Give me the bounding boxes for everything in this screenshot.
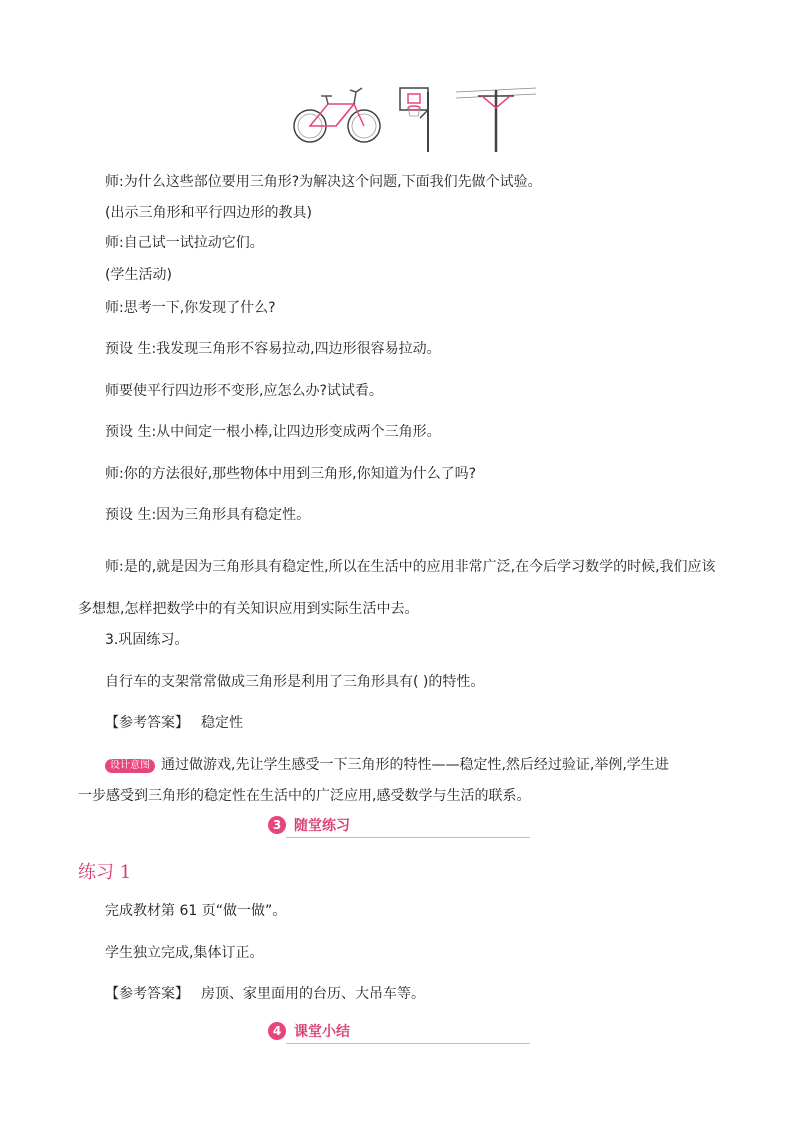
bicycle-icon: [294, 88, 380, 142]
answer-text: 稳定性: [201, 715, 243, 731]
section-underline: [286, 1043, 530, 1044]
design-intent-line-1: [105, 755, 669, 775]
exercise-question: 自行车的支架常常做成三角形是利用了三角形具有( )的特性。: [105, 674, 485, 690]
section-heading-summary: [268, 1020, 530, 1044]
teacher-question-3: 师:思考一下,你发现了什么?: [105, 300, 276, 316]
answer-text: 房顶、家里面用的台历、大吊车等。: [201, 986, 425, 1002]
teacher-question-4: 师要使平行四边形不变形,应怎么办?试试看。: [105, 383, 383, 399]
preset-answer-3: 预设 生:因为三角形具有稳定性。: [105, 507, 311, 523]
preset-answer-2: 预设 生:从中间定一根小棒,让四边形变成两个三角形。: [105, 424, 441, 440]
practice-answer: [105, 984, 425, 1004]
teacher-question-2: 师:自己试一试拉动它们。: [105, 235, 264, 251]
answer-1: [105, 713, 243, 733]
design-intent-line-2: 一步感受到三角形的稳定性在生活中的广泛应用,感受数学与生活的联系。: [78, 788, 531, 804]
section-number: 4: [268, 1022, 286, 1040]
section-title: 课堂小结: [294, 1024, 350, 1040]
answer-tag: 【参考答案】: [105, 715, 189, 731]
answer-tag: 【参考答案】: [105, 986, 189, 1002]
illustration-row: [288, 78, 538, 153]
practice-title: 练习 1: [78, 862, 132, 883]
practice-line-2: 学生独立完成,集体订正。: [105, 945, 264, 961]
note-student-activity: (学生活动): [105, 267, 172, 283]
practice-line-1: 完成教材第 61 页“做一做”。: [105, 903, 287, 919]
step-3-consolidation: 3.巩固练习。: [105, 632, 189, 648]
teacher-question-5: 师:你的方法很好,那些物体中用到三角形,你知道为什么了吗?: [105, 466, 477, 482]
note-teaching-aid: (出示三角形和平行四边形的教具): [105, 205, 312, 221]
teacher-question-1: 师:为什么这些部位要用三角形?为解决这个问题,下面我们先做个试验。: [105, 174, 542, 190]
section-title: 随堂练习: [294, 818, 350, 834]
basketball-hoop-icon: [400, 88, 428, 152]
section-underline: [286, 837, 530, 838]
utility-pole-icon: [456, 88, 536, 152]
section-number: 3: [268, 816, 286, 834]
design-intent-badge: 设计意图: [105, 759, 155, 773]
preset-answer-1: 预设 生:我发现三角形不容易拉动,四边形很容易拉动。: [105, 341, 441, 357]
section-heading-practice: [268, 814, 530, 838]
teacher-summary: 师:是的,就是因为三角形具有稳定性,所以在生活中的应用非常广泛,在今后学习数学的时候,我们应该多想想,怎样把数学中的有关知识应用到实际生活中去。: [78, 559, 716, 617]
design-intent-text-1: 通过做游戏,先让学生感受一下三角形的特性——稳定性,然后经过验证,举例,学生进: [161, 757, 669, 773]
